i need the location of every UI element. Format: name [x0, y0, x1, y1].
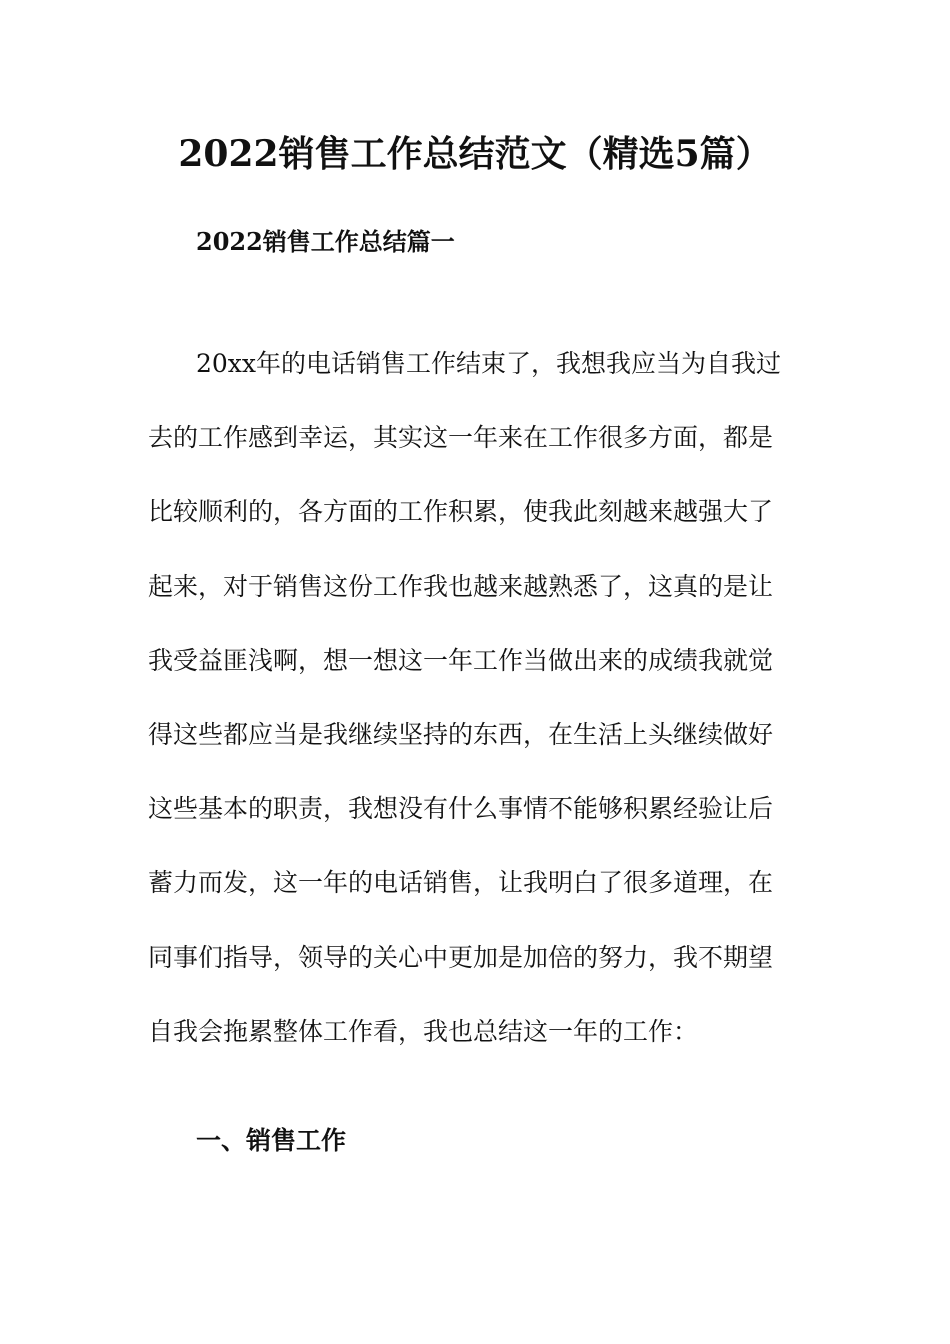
section-heading: 2022销售工作总结篇一 [196, 227, 455, 256]
paragraph-line: 自我会拖累整体工作看，我也总结这一年的工作： [148, 1016, 699, 1046]
paragraph-line: 20xx年的电话销售工作结束了，我想我应当为自我过 [196, 349, 782, 378]
paragraph-line: 蓄力而发，这一年的电话销售，让我明白了很多道理，在 [148, 868, 774, 898]
paragraph-line: 得这些都应当是我继续坚持的东西，在生活上头继续做好 [148, 719, 774, 749]
paragraph-line: 这些基本的职责，我想没有什么事情不能够积累经验让后 [148, 794, 774, 824]
body-paragraph [148, 344, 788, 1086]
paragraph-line: 去的工作感到幸运，其实这一年来在工作很多方面，都是 [148, 423, 774, 453]
document-title: 2022销售工作总结范文（精选5篇） [178, 133, 772, 175]
paragraph-line: 我受益匪浅啊，想一想这一年工作当做出来的成绩我就觉 [148, 645, 774, 675]
paragraph-line: 同事们指导，领导的关心中更加是加倍的努力，我不期望 [148, 942, 774, 972]
paragraph-line: 比较顺利的，各方面的工作积累，使我此刻越来越强大了 [148, 497, 774, 527]
paragraph-line: 起来，对于销售这份工作我也越来越熟悉了，这真的是让 [148, 571, 774, 601]
subheading-sales-work: 一、销售工作 [196, 1126, 347, 1155]
